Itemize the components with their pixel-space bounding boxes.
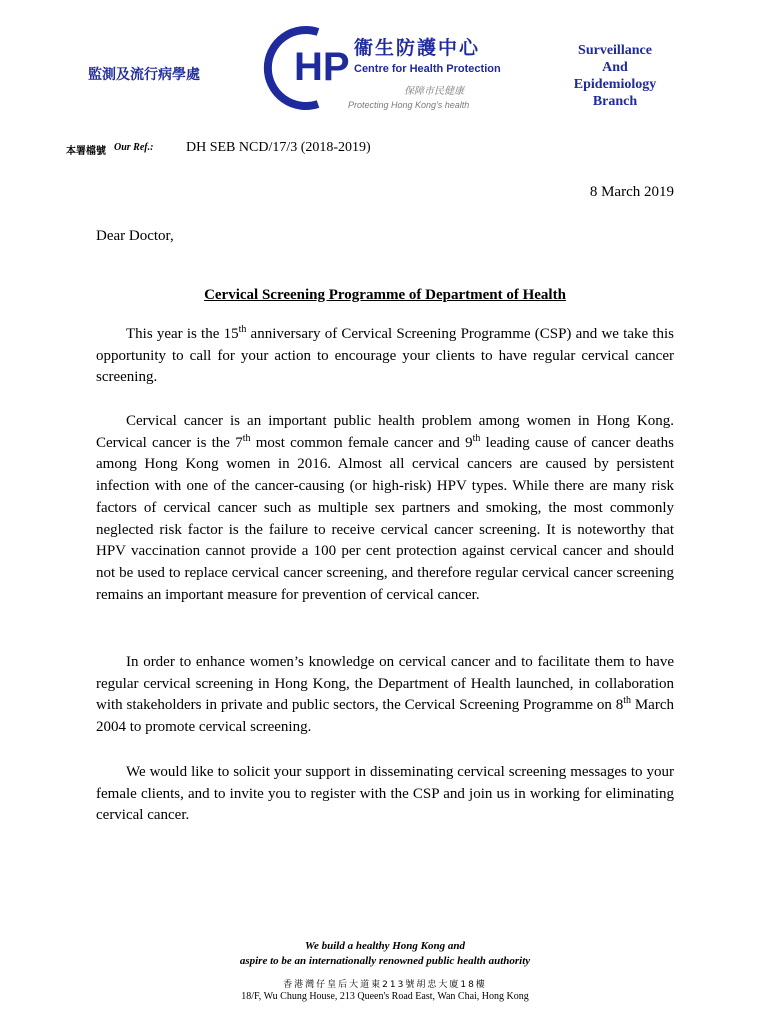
- footer-address-english: 18/F, Wu Chung House, 213 Queen's Road East, Wan Chai, Hong Kong: [241, 991, 529, 1002]
- logo-name-chinese: 衞生防護中心: [354, 37, 481, 59]
- chp-logo: [268, 22, 501, 114]
- paragraph-1-text-a: This year is the 15: [126, 326, 239, 342]
- branch-line: Surveillance: [578, 43, 652, 58]
- paragraph-4: [96, 762, 674, 827]
- paragraph-1-text-b: anniversary of Cervical Screening Programme (CSP) and we take this opportunity to call for your action to encourage your clients to have regular cervical cancer screening.: [96, 326, 674, 386]
- logo-hp-text: HP: [294, 45, 350, 89]
- reference-label-english: Our Ref.:: [114, 142, 154, 153]
- paragraph-2: [96, 411, 674, 606]
- reference-number: DH SEB NCD/17/3 (2018-2019): [186, 140, 371, 155]
- branch-line: Branch: [592, 94, 638, 109]
- paragraph-2-text-b: most common female cancer and 9: [250, 434, 473, 451]
- letter-date: 8 March 2019: [589, 184, 674, 200]
- paragraph-4-text: We would like to solicit your support in disseminating cervical screening messages to your female clients, and to invite you to register with the CSP and join us in working for eliminating cervical cancer.: [96, 764, 674, 824]
- logo-name-english: Centre for Health Protection: [354, 63, 501, 75]
- footer-tagline-line: We build a healthy Hong Kong and: [305, 940, 465, 952]
- paragraph-3: [96, 652, 674, 739]
- letter-subject: Cervical Screening Programme of Department of Health: [204, 287, 566, 303]
- logo-slogan-english: Protecting Hong Kong's health: [348, 100, 470, 110]
- paragraph-2-text-c: leading cause of cancer deaths among Hong Kong women in 2016. Almost all cervical cancers are caused by persistent infection with one of the cancer-causing (or high-risk) HPV types. While there are many risk factors of cervical cancer such as multiple sex partners and smoking, the most commonly neglected risk factor is the failure to receive cervical cancer screening. It is noteworthy that HPV vaccination cannot provide a 100 per cent protection against cervical cancer and should not be used to replace cervical cancer screening, and therefore regular cervical cancer screening remains an important measure for prevention of cervical cancer.: [96, 434, 674, 603]
- chp-logo-mark: [268, 22, 501, 114]
- footer-address-chinese: 香港灣仔皇后大道東213號胡忠大廈18樓: [283, 980, 487, 990]
- paragraph-2-text-a: Cervical cancer is an important public health problem among women in Hong Kong. Cervical cancer is the 7: [96, 413, 674, 451]
- paragraph-3-text-b: March 2004 to promote cervical screening.: [96, 697, 674, 736]
- ordinal-suffix: th: [472, 432, 481, 444]
- ordinal-suffix: th: [242, 432, 251, 444]
- paragraph-3-text-a: In order to enhance women’s knowledge on cervical cancer and to facilitate them to have regular cervical screening in Hong Kong, the Department of Health launched, in collaboration with stakeholders in private and public sectors, the Cervical Screening Programme on 8: [96, 654, 674, 714]
- footer-tagline: [0, 939, 770, 969]
- branch-line: And: [602, 60, 628, 75]
- department-name-chinese: 監測及流行病學處: [88, 67, 200, 83]
- branch-name: [555, 42, 675, 110]
- ordinal-suffix: th: [623, 695, 631, 707]
- paragraph-1: [96, 324, 674, 389]
- salutation: Dear Doctor,: [96, 228, 174, 244]
- reference-label-chinese: 本署檔號: [66, 146, 106, 157]
- branch-line: Epidemiology: [573, 77, 657, 92]
- ordinal-suffix: th: [238, 324, 247, 335]
- footer-tagline-line: aspire to be an internationally renowned public health authority: [239, 955, 531, 967]
- logo-slogan-chinese: 保障市民健康: [404, 86, 464, 97]
